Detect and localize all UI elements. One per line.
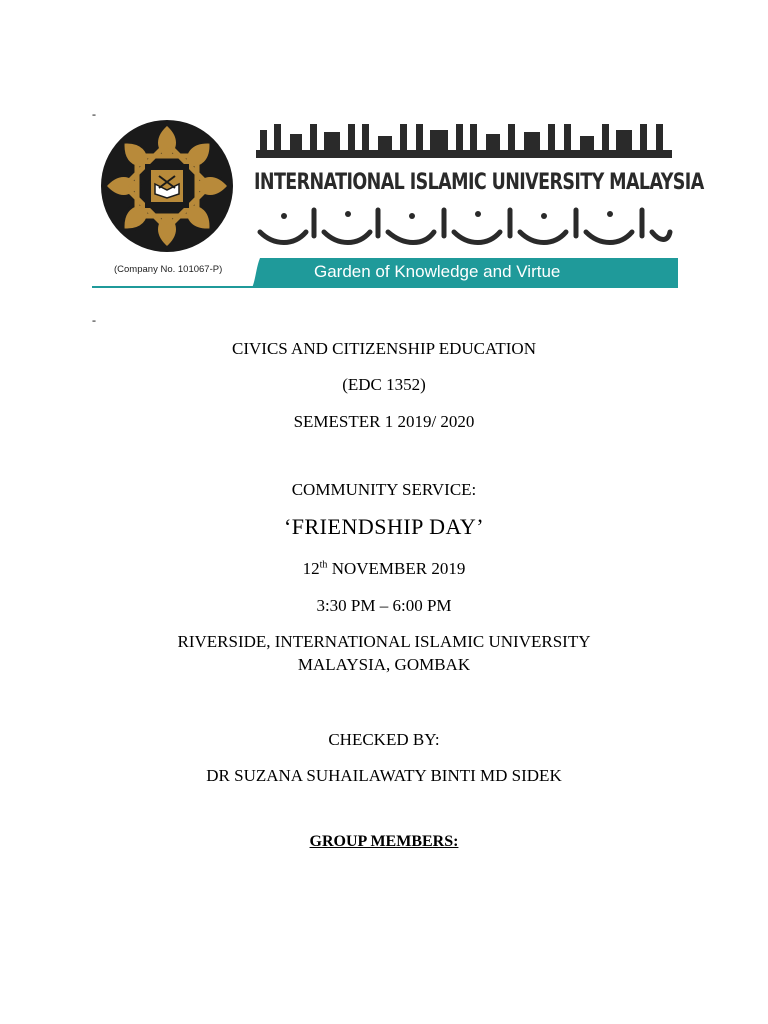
- arabic-calligraphy-top: [254, 120, 674, 164]
- group-members-label: GROUP MEMBERS:: [309, 833, 459, 850]
- course-title: CIVICS AND CITIZENSHIP EDUCATION: [232, 339, 536, 358]
- tagline: Garden of Knowledge and Virtue: [314, 262, 561, 281]
- checker-name: DR SUZANA SUHAILAWATY BINTI MD SIDEK: [206, 766, 562, 785]
- venue-line-1: RIVERSIDE, INTERNATIONAL ISLAMIC UNIVERSITY: [177, 632, 591, 651]
- venue-line-2: MALAYSIA, GOMBAK: [297, 655, 471, 674]
- iium-logo: [92, 116, 704, 288]
- event-time: 3:30 PM – 6:00 PM: [316, 596, 452, 615]
- marker-bottom: -: [92, 313, 96, 327]
- university-wordmark: [254, 116, 704, 256]
- activity-label: COMMUNITY SERVICE:: [291, 480, 477, 499]
- date-rest: NOVEMBER 2019: [327, 559, 466, 578]
- activity-title: ‘FRIENDSHIP DAY’: [283, 514, 485, 539]
- date-suffix: th: [319, 559, 328, 571]
- group-members-heading: [0, 830, 768, 853]
- semester: SEMESTER 1 2019/ 2020: [293, 412, 475, 431]
- university-name: INTERNATIONAL ISLAMIC UNIVERSITY MALAYSIA: [254, 170, 704, 195]
- seal-icon: [92, 116, 242, 256]
- event-date: [0, 558, 768, 580]
- marker-top: -: [92, 107, 96, 121]
- date-day: 12: [302, 559, 320, 578]
- jawi-calligraphy: [254, 202, 674, 252]
- checked-by-label: CHECKED BY:: [328, 730, 440, 749]
- company-number: (Company No. 101067-P): [114, 264, 223, 275]
- course-code: (EDC 1352): [342, 375, 426, 394]
